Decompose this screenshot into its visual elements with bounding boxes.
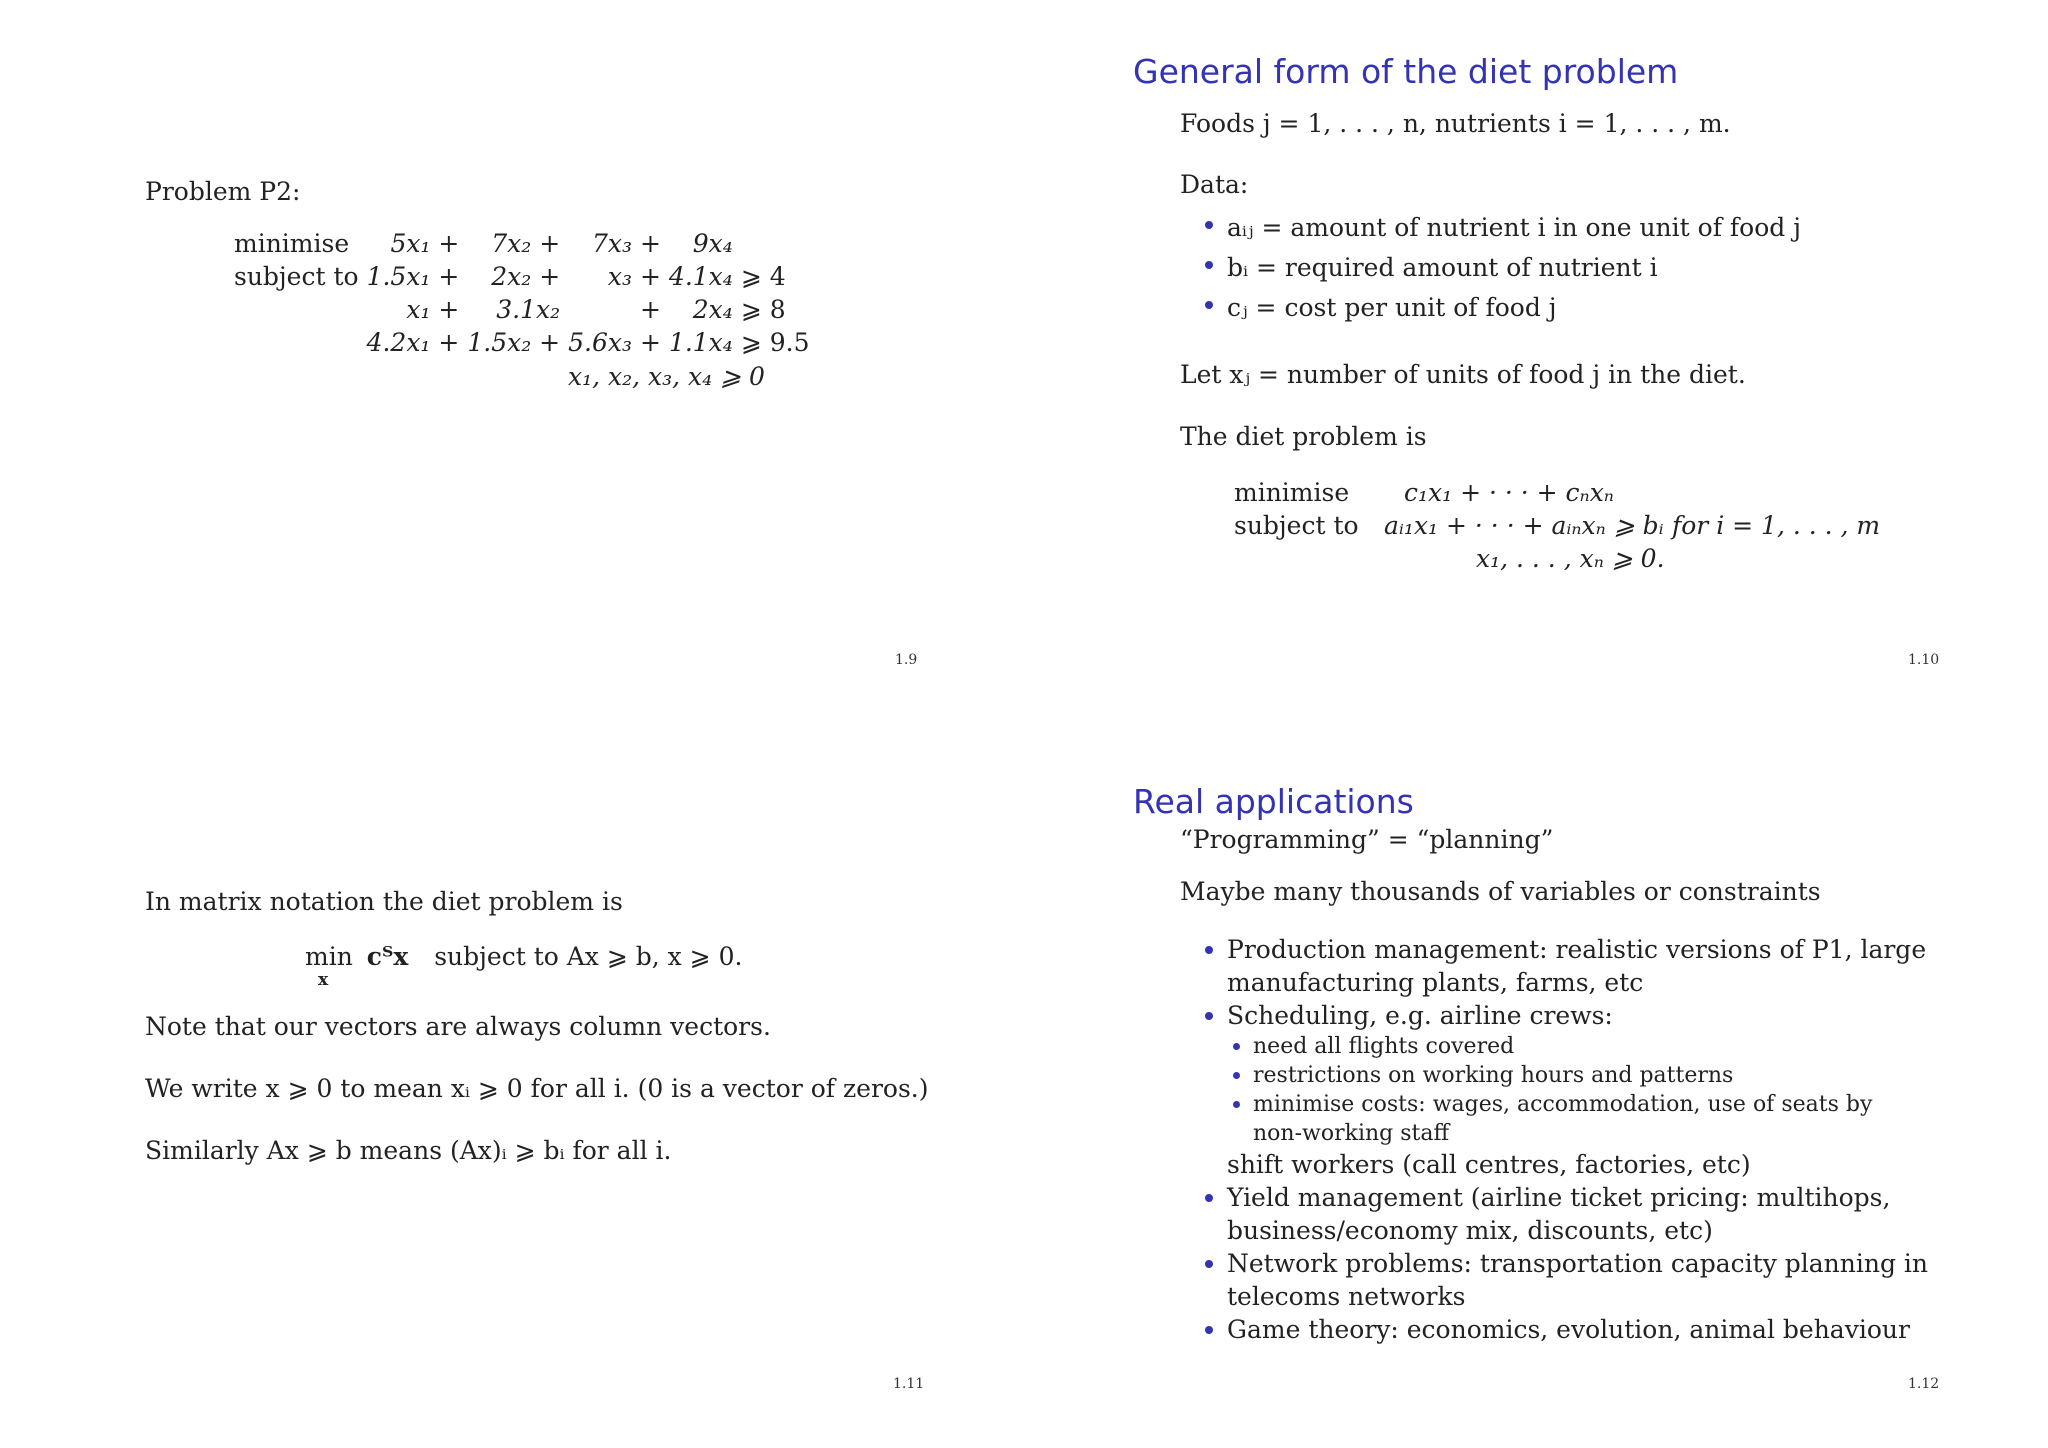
eq-cell: + xyxy=(639,295,661,324)
slide-1-9 xyxy=(0,0,1024,724)
slide-title: Real applications xyxy=(1133,782,1414,821)
eq-cell: 8 xyxy=(769,295,786,324)
eq-cell: 3.1x₂ xyxy=(496,295,561,324)
eq-cell: x₃ + xyxy=(607,262,661,291)
maybe-line: Maybe many thousands of variables or constraints xyxy=(1180,877,1821,906)
eq-cell xyxy=(230,293,363,326)
eq-cell: subject to xyxy=(234,262,359,291)
formula-min xyxy=(305,942,353,990)
eq-row-constraint-3 xyxy=(230,326,814,359)
slide-1-10 xyxy=(1024,0,2048,724)
lp-subject-to: subject to xyxy=(1234,511,1359,540)
eq-cell xyxy=(737,227,766,260)
lp-nonneg: x₁, . . . , xₙ ⩾ 0. xyxy=(1476,544,1665,573)
we-write-line: We write x ⩾ 0 to mean xᵢ ⩾ 0 for all i. (0 is a vector of zeros.) xyxy=(145,1074,929,1103)
eq-cell: 9x₄ xyxy=(692,229,733,258)
sub-bullet: need all flights covered xyxy=(1227,1032,1928,1061)
bullet-text: business/economy mix, discounts, etc) xyxy=(1227,1216,1713,1245)
eq-cell: x₁ + xyxy=(406,295,460,324)
programming-line: “Programming” = “planning” xyxy=(1180,825,1554,854)
bullet-network xyxy=(1201,1247,1928,1313)
bullet-bi: bᵢ = required amount of nutrient i xyxy=(1201,248,1801,288)
diet-is-line: The diet problem is xyxy=(1180,422,1427,451)
eq-cell: 7x₃ + xyxy=(592,229,661,258)
bullet-production xyxy=(1201,933,1928,999)
sub-bullet-text: minimise costs: wages, accommodation, use of seats by xyxy=(1253,1092,1873,1117)
eq-cell: 1.1x₄ xyxy=(668,328,733,357)
problem-label: Problem P2: xyxy=(145,177,301,206)
page-number: 1.11 xyxy=(893,1376,925,1392)
formula-objective: cᵀx xyxy=(366,942,409,971)
sub-bullet: restrictions on working hours and patterns xyxy=(1227,1061,1928,1090)
page-number: 1.10 xyxy=(1908,652,1940,668)
eq-cell xyxy=(766,227,814,260)
bullet-text: Network problems: transportation capacity planning in xyxy=(1227,1249,1929,1278)
bullet-text: manufacturing plants, farms, etc xyxy=(1227,968,1644,997)
bullet-text: Yield management (airline ticket pricing: multihops, xyxy=(1227,1183,1891,1212)
shift-workers-line: shift workers (call centres, factories, etc) xyxy=(1227,1150,1751,1179)
slide-1-11 xyxy=(0,724,1024,1448)
eq-cell: 1.5x₁ + xyxy=(366,262,460,291)
similarly-line: Similarly Ax ⩾ b means (Ax)ᵢ ⩾ bᵢ for all i. xyxy=(145,1136,672,1165)
slide-1-12 xyxy=(1024,724,2048,1448)
sub-bullet-text: non-working staff xyxy=(1253,1121,1450,1146)
eq-cell: 5x₁ + xyxy=(390,229,460,258)
eq-row-constraint-1 xyxy=(230,260,814,293)
lp-constraint: aᵢ₁x₁ + · · · + aᵢₙxₙ ⩾ bᵢ xyxy=(1384,511,1664,540)
eq-row-objective xyxy=(230,227,814,260)
bullet-text: Production management: realistic versions of P1, large xyxy=(1227,935,1927,964)
lp-objective: c₁x₁ + · · · + cₙxₙ xyxy=(1404,478,1614,507)
eq-row-constraint-2 xyxy=(230,293,814,326)
data-label: Data: xyxy=(1180,170,1249,199)
eq-cell: 2x₄ xyxy=(692,295,733,324)
eq-cell: minimise xyxy=(234,229,350,258)
p2-equations xyxy=(230,227,814,359)
formula-min-text: min xyxy=(305,942,353,971)
eq-cell: 4 xyxy=(769,262,786,291)
bullet-yield xyxy=(1201,1181,1928,1247)
lp-minimise: minimise xyxy=(1234,478,1350,507)
eq-cell: 9.5 xyxy=(769,328,810,357)
formula-constraints: subject to Ax ⩾ b, x ⩾ 0. xyxy=(434,942,743,971)
eq-cell: 5.6x₃ + xyxy=(568,328,661,357)
matrix-formula xyxy=(305,942,743,990)
eq-cell: ⩾ xyxy=(740,328,762,357)
intro-line: In matrix notation the diet problem is xyxy=(145,887,623,916)
eq-cell: 4.1x₄ xyxy=(668,262,733,291)
nonneg-constraint: x₁, x₂, x₃, x₄ ⩾ 0 xyxy=(568,362,765,391)
bullet-text: telecoms networks xyxy=(1227,1282,1466,1311)
note-line: Note that our vectors are always column vectors. xyxy=(145,1012,771,1041)
eq-cell: 2x₂ + xyxy=(491,262,561,291)
formula-min-subscript: x xyxy=(318,970,329,990)
scheduling-sublist xyxy=(1227,1032,1928,1148)
eq-cell: ⩾ xyxy=(740,295,762,324)
eq-cell xyxy=(230,326,363,359)
slide-title: General form of the diet problem xyxy=(1133,52,1679,91)
let-line: Let xⱼ = number of units of food j in the diet. xyxy=(1180,360,1746,389)
bullet-scheduling xyxy=(1201,999,1928,1181)
bullet-game-theory: Game theory: economics, evolution, animal behaviour xyxy=(1201,1313,1928,1346)
eq-cell: 4.2x₁ + xyxy=(366,328,460,357)
page-number: 1.12 xyxy=(1908,1376,1940,1392)
eq-cell: 1.5x₂ + xyxy=(467,328,561,357)
eq-cell: 7x₂ + xyxy=(491,229,561,258)
sub-bullet xyxy=(1227,1090,1928,1148)
eq-cell: ⩾ xyxy=(740,262,762,291)
applications-list xyxy=(1201,933,1928,1346)
bullet-aij: aᵢⱼ = amount of nutrient i in one unit of food j xyxy=(1201,208,1801,248)
lp-for-clause: for i = 1, . . . , m xyxy=(1672,511,1881,540)
data-bullets xyxy=(1201,208,1801,328)
foods-line: Foods j = 1, . . . , n, nutrients i = 1, . . . , m. xyxy=(1180,109,1731,138)
page-number: 1.9 xyxy=(895,652,918,668)
bullet-text: Scheduling, e.g. airline crews: xyxy=(1227,1001,1613,1030)
bullet-cj: cⱼ = cost per unit of food j xyxy=(1201,288,1801,328)
